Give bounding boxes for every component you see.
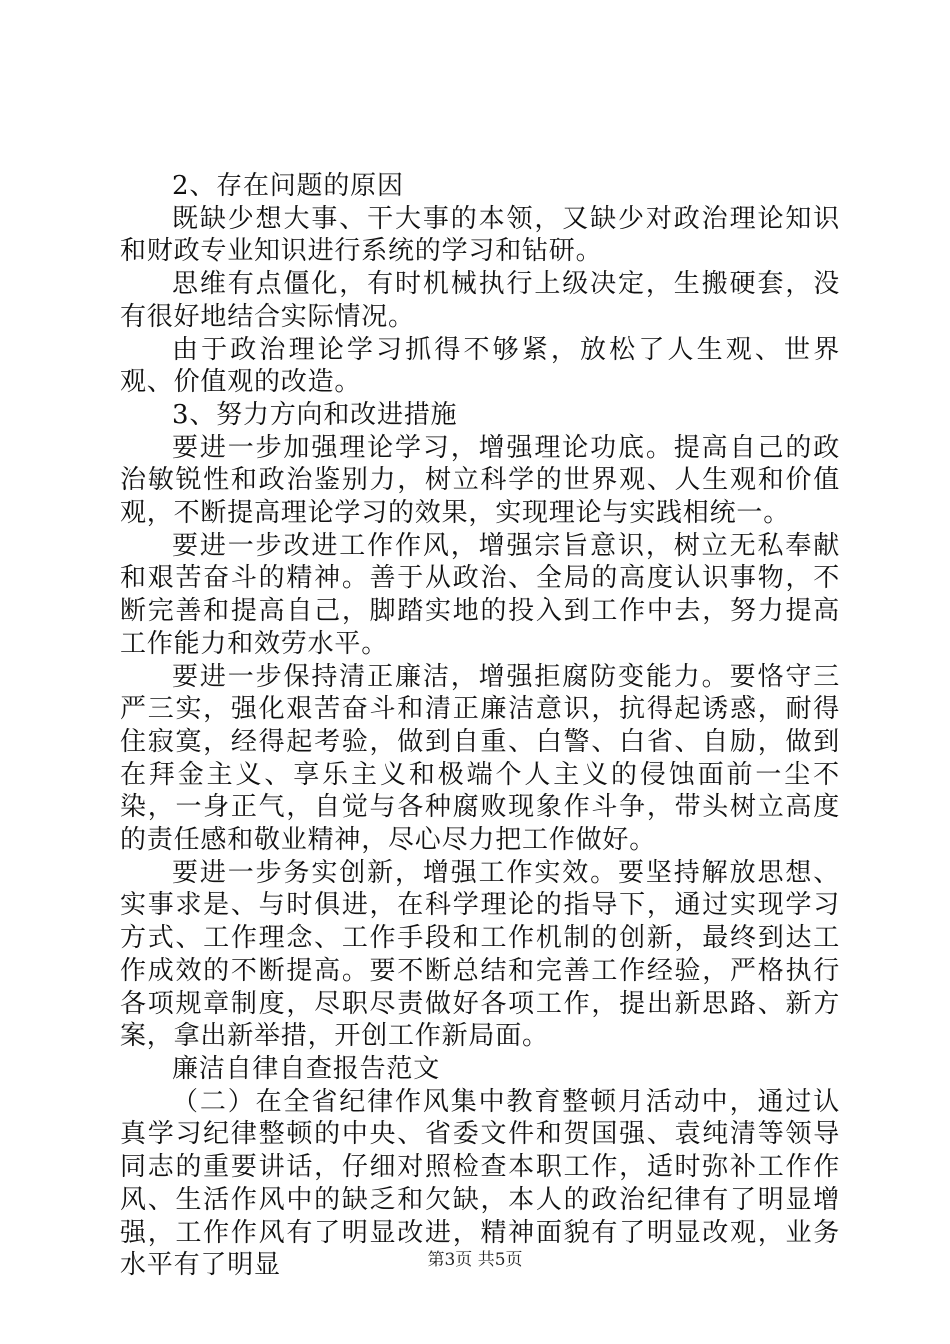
paragraph: 要进一步加强理论学习，增强理论功底。提高自己的政治敏锐性和政治鉴别力，树立科学的世界观、人生观和价值观，不断提高理论学习的效果，实现理论与实践相统一。 xyxy=(120,432,840,529)
paragraph-section-heading-measures: 3、努力方向和改进措施 xyxy=(172,399,458,430)
paragraph-title-report-sample: 廉洁自律自查报告范文 xyxy=(172,1053,441,1084)
paragraph: 既缺少想大事、干大事的本领，又缺少对政治理论知识和财政专业知识进行系统的学习和钻研。 xyxy=(120,203,840,267)
paragraph: （二）在全省纪律作风集中教育整顿月活动中，通过认真学习纪律整顿的中央、省委文件和贺国强、袁纯清等领导同志的重要讲话，仔细对照检查本职工作，适时弥补工作作风、生活作风中的缺乏和欠缺，本人的政治纪律有了明显增强，工作作风有了明显改进，精神面貌有了明显改观，业务水平有了明显 xyxy=(120,1086,840,1281)
paragraph: 要进一步保持清正廉洁，增强拒腐防变能力。要恪守三严三实，强化艰苦奋斗和清正廉洁意识，抗得起诱惑，耐得住寂寞，经得起考验，做到自重、白警、白省、自励，做到在拜金主义、享乐主义和极端个人主义的侵蚀面前一尘不染，一身正气，自觉与各种腐败现象作斗争，带头树立高度的责任感和敬业精神，尽心尽力把工作做好。 xyxy=(120,661,840,856)
paragraph-section-heading-causes: 2、存在问题的原因 xyxy=(172,171,404,201)
document-body xyxy=(120,170,840,1282)
paragraph: 由于政治理论学习抓得不够紧，放松了人生观、世界观、价值观的改造。 xyxy=(120,334,840,398)
paragraph: 要进一步改进工作作风，增强宗旨意识，树立无私奉献和艰苦奋斗的精神。善于从政治、全局的高度认识事物，不断完善和提高自己，脚踏实地的投入到工作中去，努力提高工作能力和效劳水平。 xyxy=(120,530,840,659)
paragraph: 要进一步务实创新，增强工作实效。要坚持解放思想、实事求是、与时俱进，在科学理论的指导下，通过实现学习方式、工作理念、工作手段和工作机制的创新，最终到达工作成效的不断提高。要不断总结和完善工作经验，严格执行各项规章制度，尽职尽责做好各项工作，提出新思路、新方案，拿出新举措，开创工作新局面。 xyxy=(120,857,840,1052)
page-number-footer: 第3页 共5页 xyxy=(427,1250,523,1270)
paragraph: 思维有点僵化，有时机械执行上级决定，生搬硬套，没有很好地结合实际情况。 xyxy=(120,269,840,332)
